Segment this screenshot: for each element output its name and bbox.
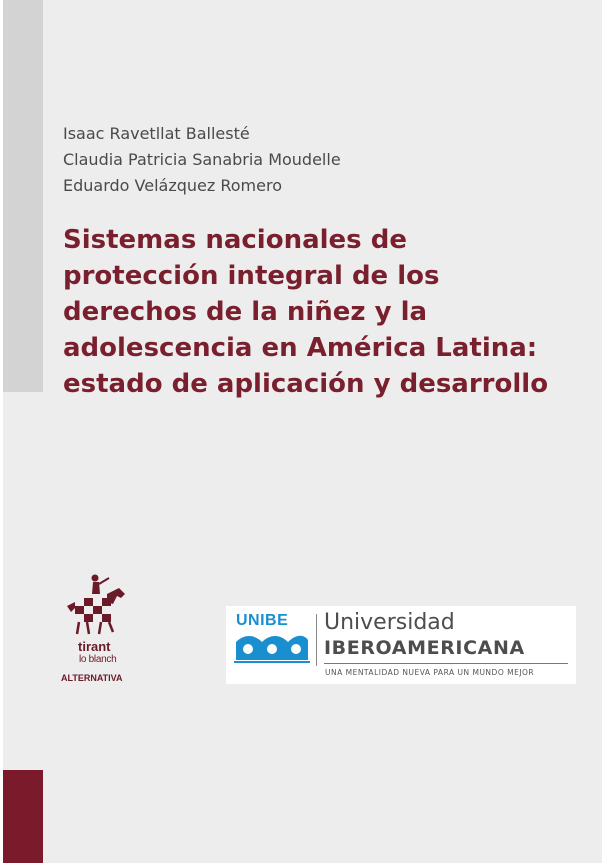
- title-line: derechos de la niñez y la: [63, 297, 428, 327]
- author-name: Claudia Patricia Sanabria Moudelle: [63, 150, 341, 169]
- unibe-emblem-icon: [234, 632, 310, 664]
- partner-line1: Universidad: [324, 610, 455, 635]
- logo-divider: [316, 614, 317, 666]
- partner-logo: [226, 606, 576, 684]
- author-name: Eduardo Velázquez Romero: [63, 176, 282, 195]
- title-line: protección integral de los: [63, 261, 440, 291]
- publisher-sub: lo blanch: [79, 654, 117, 665]
- knight-on-horse-icon: [63, 572, 135, 687]
- spine-red-band: [3, 770, 43, 863]
- publisher-collection: ALTERNATIVA: [61, 673, 123, 683]
- author-list: [63, 121, 341, 199]
- author-name: Isaac Ravetllat Ballesté: [63, 124, 250, 143]
- partner-tagline: UNA MENTALIDAD NUEVA PARA UN MUNDO MEJOR: [325, 668, 535, 677]
- spine-gray-band: [3, 0, 43, 392]
- title-line: estado de aplicación y desarrollo: [63, 369, 549, 399]
- book-title: [63, 222, 583, 402]
- title-line: adolescencia en América Latina:: [63, 333, 538, 363]
- title-line: Sistemas nacionales de: [63, 225, 407, 255]
- partner-line2: IBEROAMERICANA: [324, 637, 525, 659]
- partner-abbr: UNIBE: [236, 612, 289, 629]
- tagline-rule: [324, 663, 568, 664]
- publisher-name: tirant: [78, 639, 111, 654]
